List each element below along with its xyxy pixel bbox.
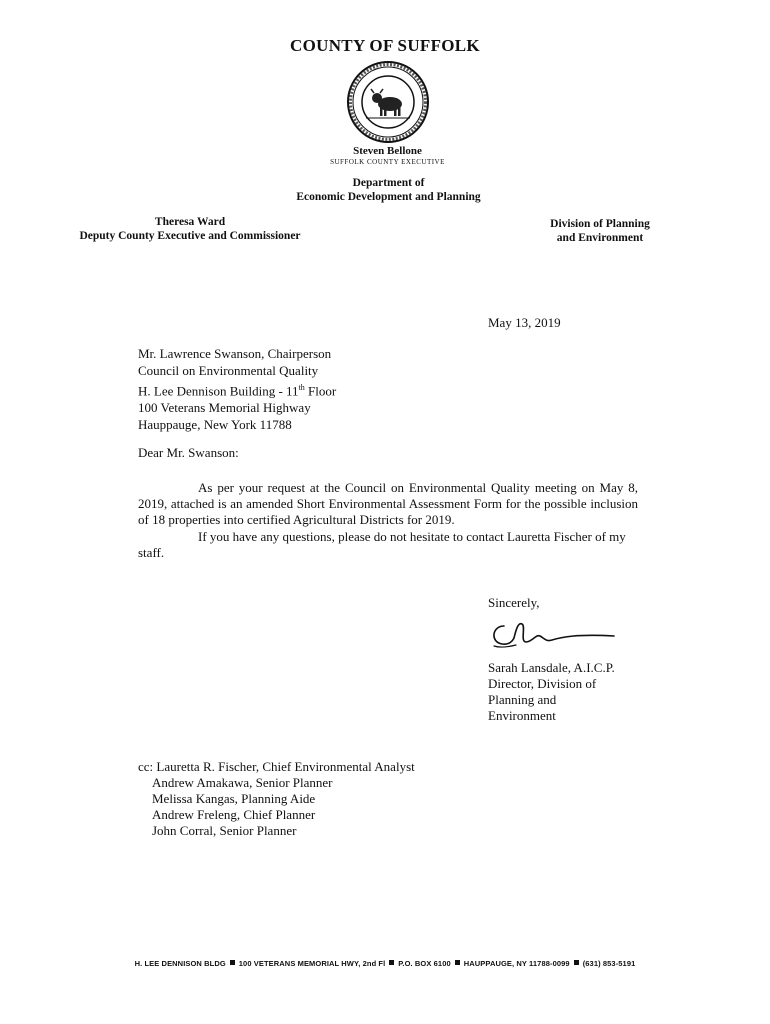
footer-part: H. LEE DENNISON BLDG	[134, 959, 226, 968]
square-bullet-icon	[230, 960, 235, 965]
county-seal-icon	[346, 60, 430, 144]
recipient-address	[138, 345, 336, 433]
deputy-name: Theresa Ward	[154, 216, 226, 228]
recipient-line: Mr. Lawrence Swanson, Chairperson	[138, 346, 332, 361]
cc-line: Andrew Freleng, Chief Planner	[152, 807, 316, 822]
closing: Sincerely,	[488, 595, 540, 610]
square-bullet-icon	[455, 960, 460, 965]
paragraph-1: As per your request at the Council on Environmental Quality meeting on May 8, 2019, attached is an amended Short Environmental Assessment Form for the possible inclusion of 18 properties into certified Agricultural Districts for 2019.	[138, 480, 638, 527]
cc-line: Andrew Amakawa, Senior Planner	[152, 775, 333, 790]
cc-line: John Corral, Senior Planner	[152, 823, 297, 838]
recipient-line: H. Lee Dennison Building - 11th Floor	[138, 383, 337, 399]
department-line1: Department of	[352, 177, 425, 189]
footer-part: (631) 853-5191	[582, 959, 636, 968]
footer-part: HAUPPAUGE, NY 11788-0099	[463, 959, 570, 968]
paragraph-2: If you have any questions, please do not hesitate to contact Lauretta Fischer of my staff.	[138, 529, 626, 560]
cc-list	[152, 775, 333, 839]
signature-icon	[486, 612, 616, 658]
recipient-line: Hauppauge, New York 11788	[138, 417, 292, 433]
signer-title-line: Environment	[488, 708, 556, 723]
letter-date: May 13, 2019	[488, 315, 561, 330]
footer-part: 100 VETERANS MEMORIAL HWY, 2nd Fl	[238, 959, 386, 968]
footer-part: P.O. BOX 6100	[398, 959, 451, 968]
footer-address	[0, 959, 770, 968]
recipient-line: 100 Veterans Memorial Highway	[138, 400, 311, 416]
deputy-title: Deputy County Executive and Commissioner	[79, 230, 301, 242]
signer-title-line: Director, Division of	[488, 676, 597, 691]
executive-name: Steven Bellone	[353, 145, 422, 157]
square-bullet-icon	[389, 960, 394, 965]
department-line2: Economic Development and Planning	[296, 191, 481, 203]
signer-name: Sarah Lansdale, A.I.C.P.	[488, 660, 615, 675]
division-line1: Division of Planning	[550, 218, 650, 230]
division-line2: and Environment	[556, 232, 644, 244]
signer-title-line: Planning and	[488, 692, 557, 707]
salutation: Dear Mr. Swanson:	[138, 445, 239, 460]
executive-title: SUFFOLK COUNTY EXECUTIVE	[330, 158, 445, 166]
recipient-line: Council on Environmental Quality	[138, 363, 319, 378]
cc-line: cc: Lauretta R. Fischer, Chief Environmental Analyst	[138, 759, 415, 774]
county-title: COUNTY OF SUFFOLK	[290, 36, 480, 55]
square-bullet-icon	[574, 960, 579, 965]
cc-line: Melissa Kangas, Planning Aide	[152, 791, 316, 806]
signer-block	[488, 660, 615, 724]
